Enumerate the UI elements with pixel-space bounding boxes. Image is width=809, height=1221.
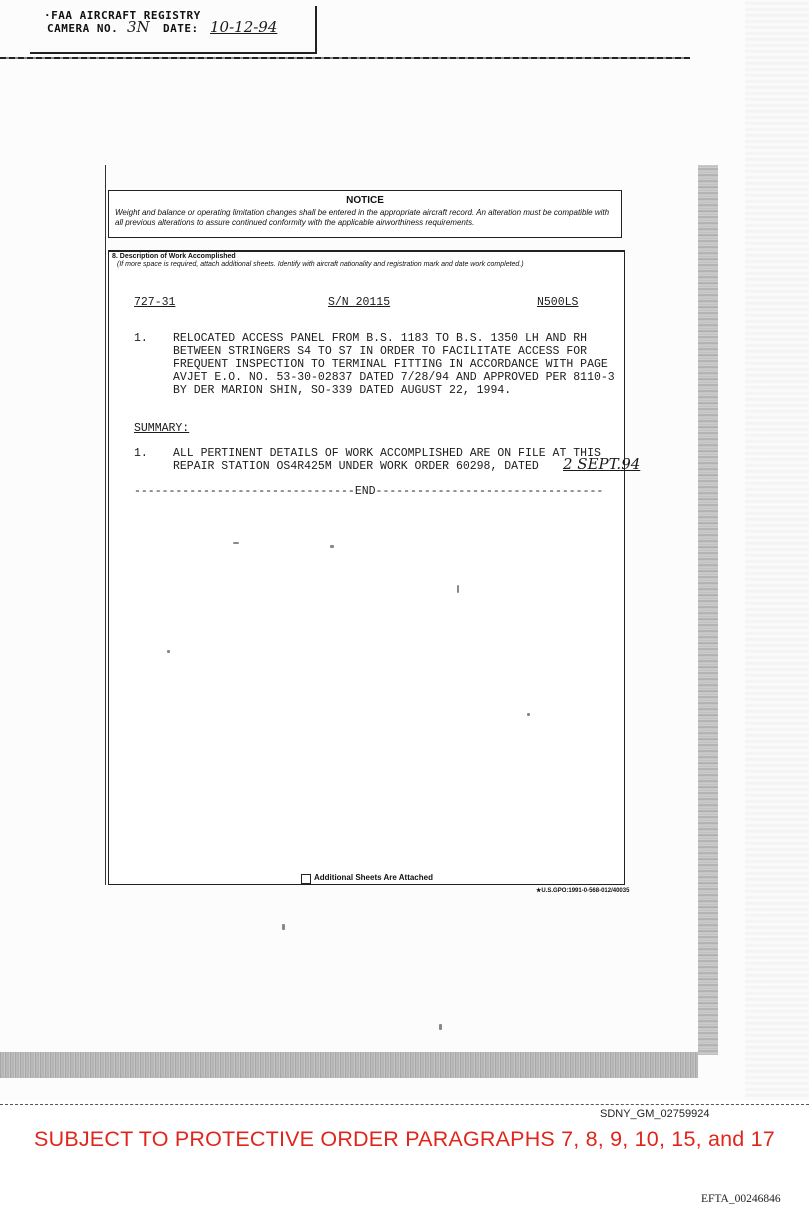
notice-box xyxy=(108,190,622,238)
item-1-line: RELOCATED ACCESS PANEL FROM B.S. 1183 TO B.S. 1350 LH AND RH xyxy=(173,332,588,345)
stamp-date-value: 10-12-94 xyxy=(210,18,278,36)
section-8-title: 8. Description of Work Accomplished xyxy=(112,253,236,260)
stamp-date-label: DATE: xyxy=(163,22,199,35)
efta-number: EFTA_00246846 xyxy=(701,1193,781,1205)
additional-sheets-checkbox[interactable] xyxy=(301,874,311,884)
serial-number: S/N 20115 xyxy=(328,296,391,309)
faa-registry-stamp xyxy=(30,6,317,54)
additional-sheets-label: Additional Sheets Are Attached xyxy=(314,873,433,882)
item-1-line: AVJET E.O. NO. 53-30-02837 DATED 7/28/94 AND APPROVED PER 8110-3 xyxy=(173,371,615,384)
scan-speck xyxy=(233,542,239,544)
bates-number: SDNY_GM_02759924 xyxy=(600,1108,710,1120)
item-1-line: FREQUENT INSPECTION TO TERMINAL FITTING IN ACCORDANCE WITH PAGE xyxy=(173,358,608,371)
scan-right-edge xyxy=(745,0,809,1100)
item-1-number: 1. xyxy=(134,332,148,345)
registration-mark: N500LS xyxy=(537,296,579,309)
footer-rule xyxy=(0,1104,809,1105)
section-8-subtitle: (If more space is required, attach additional sheets. Identify with aircraft nationality and registration mark and date work completed.) xyxy=(117,261,524,268)
stamp-rule xyxy=(0,57,690,59)
end-marker: --------------------------------END--------------------------------- xyxy=(134,485,604,498)
notice-body: Weight and balance or operating limitation changes shall be entered in the appropriate aircraft record. An alteration must be compatible with all previous alterations to assure continued conformity with the applicable airworthiness requirements. xyxy=(115,208,610,227)
summary-handwritten-date: 2 SEPT.94 xyxy=(563,455,641,473)
scan-speck xyxy=(527,713,530,716)
scan-shadow-strip-bottom xyxy=(0,1052,698,1078)
stamp-camera-value: 3N xyxy=(127,18,150,36)
scan-speck xyxy=(282,924,285,930)
scan-speck xyxy=(167,650,170,653)
scan-speck xyxy=(439,1024,442,1030)
stamp-registry-line: ·FAA AIRCRAFT REGISTRY xyxy=(44,9,201,22)
stamp-camera-label: CAMERA NO. xyxy=(47,22,119,35)
item-1-line: BY DER MARION SHIN, SO-339 DATED AUGUST 22, 1994. xyxy=(173,384,512,397)
summary-line: REPAIR STATION OS4R425M UNDER WORK ORDER 60298, DATED xyxy=(173,460,539,473)
aircraft-model: 727-31 xyxy=(134,296,176,309)
summary-line: ALL PERTINENT DETAILS OF WORK ACCOMPLISHED ARE ON FILE AT THIS xyxy=(173,447,601,460)
scan-speck xyxy=(330,545,334,548)
summary-heading: SUMMARY: xyxy=(134,422,190,435)
summary-item-number: 1. xyxy=(134,447,148,460)
notice-title: NOTICE xyxy=(346,195,384,206)
item-1-line: BETWEEN STRINGERS S4 TO S7 IN ORDER TO FACILITATE ACCESS FOR xyxy=(173,345,588,358)
scan-speck xyxy=(457,585,459,593)
gpo-imprint: ★U.S.GPO:1991-0-568-012/40035 xyxy=(536,888,630,894)
protective-order-notice: SUBJECT TO PROTECTIVE ORDER PARAGRAPHS 7, 8, 9, 10, 15, and 17 xyxy=(34,1127,775,1151)
